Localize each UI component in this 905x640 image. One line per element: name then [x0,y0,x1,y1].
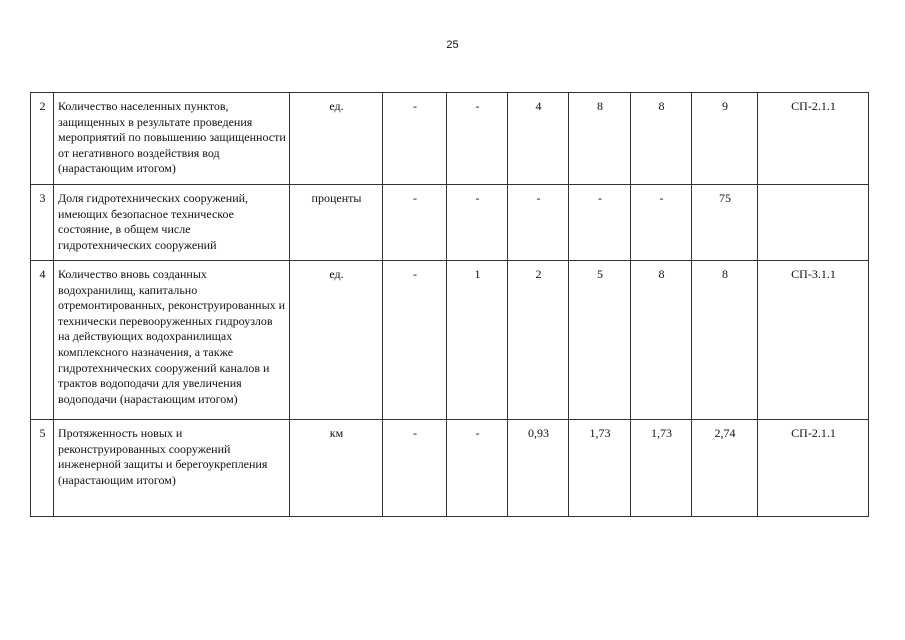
value-cell: 2,74 [692,420,758,517]
value-cell: - [631,185,692,261]
value-cell: - [508,185,569,261]
table-row [31,185,869,261]
value-cell: - [569,185,631,261]
value-cell: 1 [447,261,508,420]
table-row [31,261,869,420]
value-cell: 5 [569,261,631,420]
table-row [31,420,869,517]
value-cell: 8 [631,261,692,420]
value-cell: - [447,185,508,261]
row-number: 4 [31,261,54,420]
reference-cell: СП-3.1.1 [758,261,869,420]
value-cell: 1,73 [569,420,631,517]
indicator-name: Количество вновь созданных водохранилищ, капитально отремонтированных, реконструированных и технически перевооруженных гидроузлов на действующих водохранилищах комплексного назначения, а также гидротехнических сооружений каналов и трактов водоподачи для увеличения водоподачи (нарастающим итогом) [54,261,290,420]
row-number: 3 [31,185,54,261]
value-cell: 8 [569,93,631,185]
indicator-name: Протяженность новых и реконструированных сооружений инженерной защиты и берегоукрепления (нарастающим итогом) [54,420,290,517]
value-cell: - [383,185,447,261]
indicator-name: Доля гидротехнических сооружений, имеющих безопасное техническое состояние, в общем числе гидротехнических сооружений [54,185,290,261]
row-number: 5 [31,420,54,517]
value-cell: 9 [692,93,758,185]
value-cell: - [447,93,508,185]
indicator-name: Количество населенных пунктов, защищенных в результате проведения мероприятий по повышению защищенности от негативного воздействия вод (нарастающим итогом) [54,93,290,185]
value-cell: - [383,261,447,420]
value-cell: 75 [692,185,758,261]
reference-cell: СП-2.1.1 [758,93,869,185]
value-cell: 2 [508,261,569,420]
unit-cell: км [290,420,383,517]
value-cell: 8 [692,261,758,420]
value-cell: 4 [508,93,569,185]
page-number: 25 [446,39,459,51]
row-number: 2 [31,93,54,185]
value-cell: - [447,420,508,517]
value-cell: 8 [631,93,692,185]
value-cell: - [383,420,447,517]
indicators-table [30,92,869,517]
unit-cell: ед. [290,261,383,420]
value-cell: 1,73 [631,420,692,517]
value-cell: 0,93 [508,420,569,517]
reference-cell [758,185,869,261]
table-row [31,93,869,185]
unit-cell: ед. [290,93,383,185]
value-cell: - [383,93,447,185]
unit-cell: проценты [290,185,383,261]
reference-cell: СП-2.1.1 [758,420,869,517]
